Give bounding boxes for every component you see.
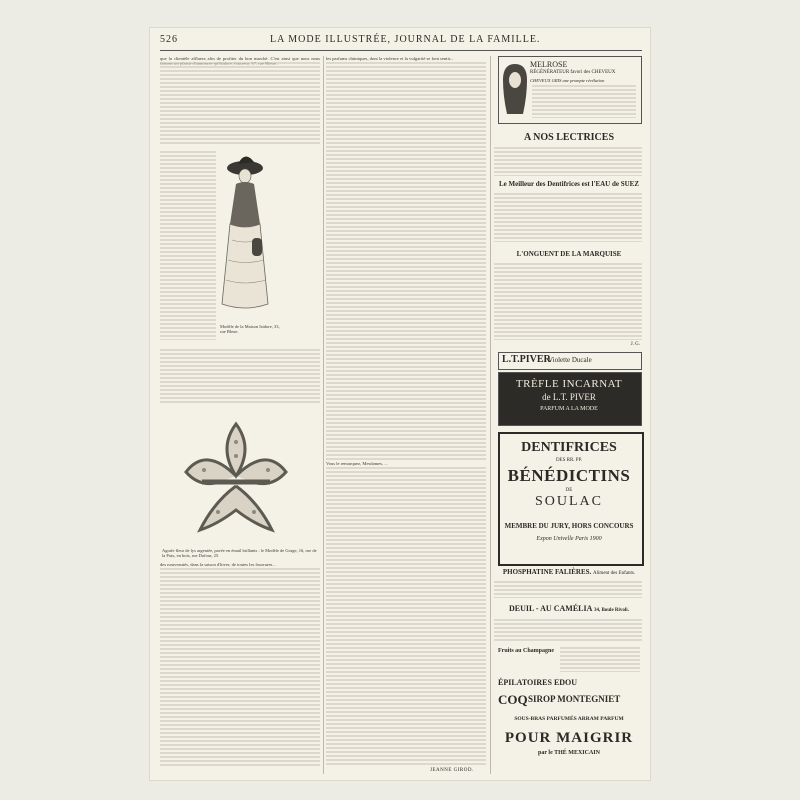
ad-coq: COQ <box>498 692 528 707</box>
deuil-text <box>494 618 642 642</box>
ad-membre-jury: MEMBRE DU JURY, HORS CONCOURS <box>504 522 634 530</box>
ad-piver-brand: L.T.PIVER <box>502 354 551 365</box>
page-number: 526 <box>160 34 178 45</box>
article-text-block <box>160 56 320 146</box>
ad-phosphatine-sub: Aliment des Enfants. <box>593 571 636 576</box>
article-text-block <box>160 562 320 767</box>
ad-soulac: SOULAC <box>534 494 603 509</box>
ad-dentifrices: DENTIFRICES <box>521 440 617 455</box>
ad-fruits-champagne: Fruits au Champagne <box>498 648 555 654</box>
ad-trefle-sub: PARFUM A LA MODE <box>540 406 598 412</box>
ad-melrose-sub: RÉGÉNÉRATEUR favori des CHEVEUX <box>530 70 616 75</box>
ad-deuil <box>498 604 640 613</box>
ad-the-mexicain: par le THÉ MEXICAIN <box>538 750 600 756</box>
ad-pour-maigrir: POUR MAIGRIR <box>504 730 634 746</box>
fleur-de-lys-buckle-illustration <box>172 416 300 544</box>
melrose-portrait-icon <box>502 62 528 116</box>
ad-melrose-title: MELROSE <box>530 60 568 69</box>
fruits-text <box>560 646 640 672</box>
ad-benedictins-title: BÉNÉDICTINS <box>507 466 631 485</box>
article-text-block <box>326 56 486 768</box>
article-intro: que la clientèle affluera afin de profiter du bon marché. C'est ainsi que nous nous <box>160 56 320 61</box>
article-text-block <box>160 150 216 340</box>
ad-epilatoires: ÉPILATOIRES EDOU <box>498 678 578 687</box>
section-a-nos-lectrices: A NOS LECTRICES <box>523 132 615 143</box>
article-paragraph: les parfums chimiques, dont la violence et la vulgarité se font sentir... <box>326 56 454 61</box>
ad-deuil-address: 34, Boule Rivoli. <box>593 608 629 613</box>
ad-sous-bras: SOUS-BRAS PARFUMÉS ARRAM PARFUM <box>514 716 624 722</box>
header-rule <box>160 50 642 51</box>
ad-piver-violette-label: Violette Ducale <box>548 356 592 364</box>
fashion-model-caption: Modèle de la Maison Isidore, 33, rue Bleue. <box>220 324 280 334</box>
magazine-page <box>150 28 650 780</box>
ad-sirop: SIROP MONTEGNIET <box>528 694 621 704</box>
ad-trefle-title: TRÈFLE INCARNAT <box>515 378 623 390</box>
ad-rp: DES RR. PP. <box>555 458 583 463</box>
ad-phosphatine <box>498 568 640 576</box>
ad-suez: Le Meilleur des Dentifrices est l'EAU de SUEZ <box>498 180 640 188</box>
article-text-block <box>160 348 320 403</box>
ad-trefle-brand: de L.T. PIVER <box>542 392 596 402</box>
column-divider <box>323 56 324 774</box>
ad-exposition: Expon Univelle Paris 1900 <box>536 536 602 542</box>
ad-melrose-line: CHEVEUX GRIS une prompte révélation <box>530 78 605 83</box>
column-divider <box>490 56 491 774</box>
ad-de: DE <box>565 488 573 493</box>
fashion-model-illustration <box>218 150 272 320</box>
phosphatine-text <box>494 580 642 598</box>
ad-deuil-title: DEUIL - AU CAMÉLIA <box>509 604 592 613</box>
article-paragraph: Vous le remarquez, Mesdames, ... <box>326 461 388 466</box>
article-signature: JEANNE GIROD. <box>430 768 474 773</box>
onguent-text <box>494 262 642 340</box>
ad-phosphatine-title: PHOSPHATINE FALIÈRES. <box>502 568 592 576</box>
suez-text <box>494 192 642 242</box>
onguent-signature: J. G. <box>630 342 640 347</box>
ad-melrose-body <box>532 84 636 118</box>
page-header <box>160 34 642 48</box>
buckle-caption: Agrafe fleur de lys argentée, pavée en émail brillants : le Modèle de Gorge, 16, rue de la Paix, en bois, rue Dufour, 25. <box>162 548 317 558</box>
ad-onguent-title: L'ONGUENT DE LA MARQUISE <box>516 250 622 258</box>
article-paragraph: des nouveautés, dans la saison d'hiver, de toutes les fourrures... <box>160 562 276 567</box>
journal-title: LA MODE ILLUSTRÉE, JOURNAL DE LA FAMILLE. <box>270 34 541 45</box>
lectrices-text <box>494 146 642 176</box>
